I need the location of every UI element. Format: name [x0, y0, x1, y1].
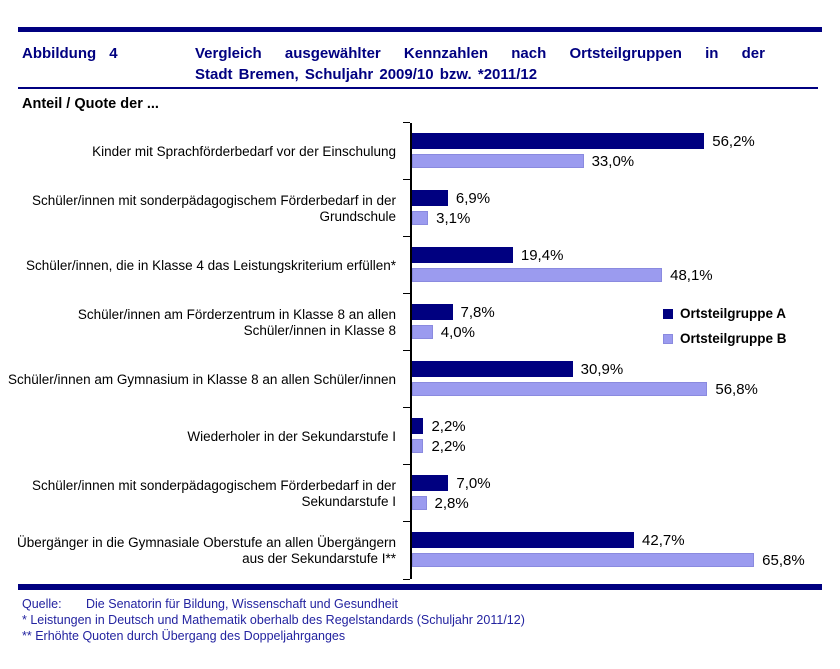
bar-group-b	[412, 211, 428, 225]
figure-label: Abbildung 4	[22, 45, 118, 62]
bar-group-a	[412, 418, 423, 434]
figure-header	[22, 43, 818, 85]
plot-area	[410, 351, 840, 408]
value-label: 3,1%	[436, 209, 471, 227]
axis-tick	[403, 464, 410, 465]
bar-row	[412, 475, 840, 491]
chart-row	[0, 408, 840, 465]
legend-label: Ortsteilgruppe A	[680, 306, 787, 321]
value-label: 2,2%	[431, 417, 466, 435]
axis-tick	[403, 521, 410, 522]
chart-row	[0, 351, 840, 408]
value-label: 7,0%	[456, 474, 491, 492]
plot-area	[410, 408, 840, 465]
bar-group-a	[412, 532, 634, 548]
bar-group-a	[412, 190, 448, 206]
bar-row	[412, 495, 840, 511]
value-label: 65,8%	[762, 551, 805, 569]
value-label: 6,9%	[455, 189, 491, 207]
value-label: 42,7%	[642, 531, 685, 549]
axis-tick	[403, 293, 410, 294]
chart-row	[0, 180, 840, 237]
bar-row	[412, 133, 840, 149]
bar-row	[412, 247, 840, 263]
category-label: Kinder mit Sprachförderbedarf vor der Einschulung	[92, 143, 396, 159]
bar-row	[412, 210, 840, 226]
plot-area	[410, 522, 840, 579]
bar-group-b	[412, 382, 707, 396]
bar-row	[412, 418, 840, 434]
bar-row	[412, 438, 840, 454]
value-label: 19,4%	[520, 246, 564, 264]
chart-row	[0, 465, 840, 522]
bar-group-b	[412, 553, 754, 567]
category-label: Übergänger in die Gymnasiale Oberstufe an allen Übergängern aus der Sekundarstufe I**	[17, 534, 396, 566]
source-text: Die Senatorin für Bildung, Wissenschaft und Gesundheit	[86, 597, 398, 611]
bar-group-a	[412, 361, 573, 377]
bottom-rule	[18, 584, 822, 590]
bar-group-a	[412, 475, 448, 491]
figure-title-line2: Stadt Bremen, Schuljahr 2009/10 bzw. *2011/12	[195, 66, 538, 83]
category-label: Schüler/innen mit sonderpädagogischem Förderbedarf in der Grundschule	[32, 192, 396, 224]
legend-item	[663, 306, 787, 321]
footnote-2: ** Erhöhte Quoten durch Übergang des Doppeljahrganges	[22, 629, 346, 643]
bar-group-a	[412, 247, 513, 263]
legend-swatch-a	[663, 309, 673, 319]
value-label: 2,8%	[434, 494, 469, 512]
bar-row	[412, 381, 840, 397]
bar-chart	[0, 123, 840, 579]
bar-row	[412, 361, 840, 377]
bar-row	[412, 153, 840, 169]
bar-row	[412, 552, 840, 568]
axis-tick	[403, 350, 410, 351]
chart-row	[0, 522, 840, 579]
bar-row	[412, 267, 840, 283]
bar-group-b	[412, 268, 662, 282]
bar-row	[412, 190, 840, 206]
value-label: 4,0%	[440, 323, 475, 341]
footnote-1: * Leistungen in Deutsch und Mathematik oberhalb des Regelstandards (Schuljahr 2011/12)	[22, 613, 525, 627]
bar-group-b	[412, 154, 584, 168]
figure-footer	[22, 596, 818, 644]
bar-group-a	[412, 133, 704, 149]
bar-group-b	[412, 496, 427, 510]
axis-tick	[403, 407, 410, 408]
bar-group-b	[412, 325, 433, 339]
figure-title-line1: Vergleich ausgewählter Kennzahlen nach Ortsteilgruppen in der	[195, 45, 765, 62]
chart-legend	[663, 306, 787, 346]
legend-label: Ortsteilgruppe B	[680, 331, 787, 346]
value-label: 48,1%	[670, 266, 713, 284]
value-label: 7,8%	[460, 303, 495, 321]
bar-row	[412, 532, 840, 548]
category-label: Schüler/innen am Gymnasium in Klasse 8 an allen Schüler/innen	[8, 371, 396, 387]
top-rule	[18, 27, 822, 32]
category-label: Wiederholer in der Sekundarstufe I	[187, 428, 396, 444]
value-label: 56,2%	[712, 132, 755, 150]
chart-row	[0, 123, 840, 180]
plot-area	[410, 123, 840, 180]
chart-subtitle: Anteil / Quote der ...	[22, 96, 159, 112]
legend-swatch-b	[663, 334, 673, 344]
value-label: 2,2%	[431, 437, 466, 455]
axis-tick	[403, 179, 410, 180]
figure-title	[195, 43, 765, 85]
title-underline-rule	[18, 87, 818, 89]
source-line	[22, 596, 818, 612]
value-label: 56,8%	[715, 380, 758, 398]
legend-item	[663, 331, 787, 346]
value-label: 33,0%	[591, 152, 635, 170]
axis-tick	[403, 122, 410, 123]
value-label: 30,9%	[580, 360, 624, 378]
plot-area	[410, 465, 840, 522]
bar-group-a	[412, 304, 453, 320]
category-label: Schüler/innen mit sonderpädagogischem Förderbedarf in der Sekundarstufe I	[32, 477, 396, 509]
category-label: Schüler/innen, die in Klasse 4 das Leistungskriterium erfüllen*	[26, 257, 396, 273]
axis-tick	[403, 236, 410, 237]
axis-tick	[403, 579, 410, 580]
bar-group-b	[412, 439, 423, 453]
plot-area	[410, 180, 840, 237]
category-label: Schüler/innen am Förderzentrum in Klasse 8 an allen Schüler/innen in Klasse 8	[77, 306, 396, 338]
source-label: Quelle:	[22, 597, 62, 611]
chart-row	[0, 237, 840, 294]
plot-area	[410, 237, 840, 294]
chart-rows	[0, 123, 840, 579]
